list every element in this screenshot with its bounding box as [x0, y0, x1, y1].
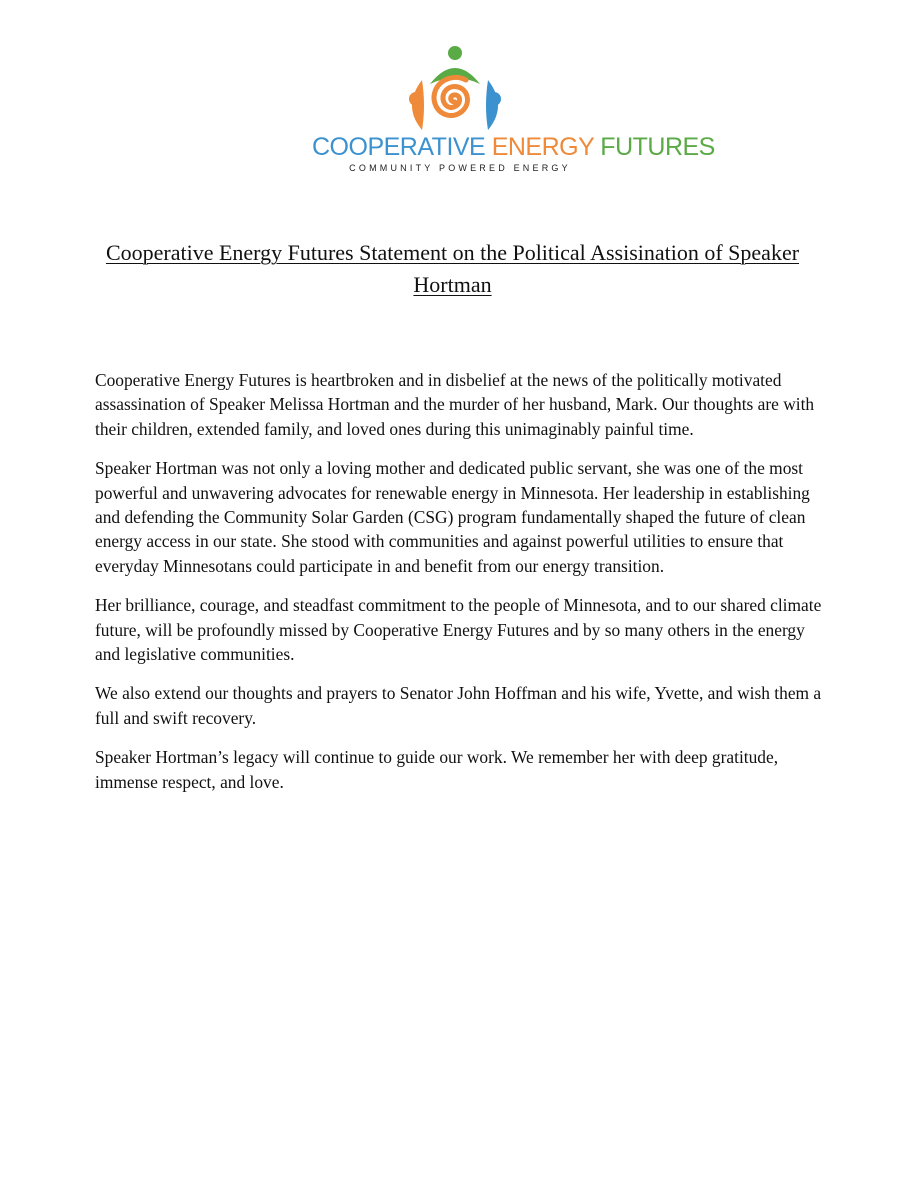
logo-word-energy: ENERGY: [491, 133, 594, 161]
paragraph: Speaker Hortman’s legacy will continue to guide our work. We remember her with deep gratitude, immense respect, and love.: [95, 747, 779, 792]
community-swirl-logo-icon: [400, 44, 510, 136]
paragraph: Her brilliance, courage, and steadfast commitment to the people of Minnesota, and to our shared climate future, will be profoundly missed by Cooperative Energy Futures and by so many others in the energy and legislative communities.: [95, 595, 822, 665]
paragraph: Speaker Hortman was not only a loving mother and dedicated public servant, she was one of the most powerful and unwavering advocates for renewable energy in Minnesota. Her leadership in establishing and defending the Community Solar Garden (CSG) program fundamentally shaped the future of clean energy access in our state. She stood with communities and against powerful utilities to ensure that everyday Minnesotans could participate in and benefit from our energy transition.: [95, 458, 810, 576]
paragraph: We also extend our thoughts and prayers to Senator John Hoffman and his wife, Yvette, and wish them a full and swift recovery.: [95, 683, 822, 728]
statement-body: [95, 368, 825, 809]
logo-tagline: COMMUNITY POWERED ENERGY: [349, 163, 571, 173]
logo-wordmark: [312, 132, 715, 162]
logo-word-cooperative: COOPERATIVE: [312, 133, 486, 161]
organization-logo: [300, 44, 715, 179]
statement-title: Cooperative Energy Futures Statement on the Political Assisination of Speaker Hortman: [105, 240, 800, 297]
logo-word-futures: FUTURES: [600, 133, 715, 161]
paragraph: Cooperative Energy Futures is heartbroken and in disbelief at the news of the politically motivated assassination of Speaker Melissa Hortman and the murder of her husband, Mark. Our thoughts are with their children, extended family, and loved ones during this unimaginably painful time.: [95, 370, 815, 439]
